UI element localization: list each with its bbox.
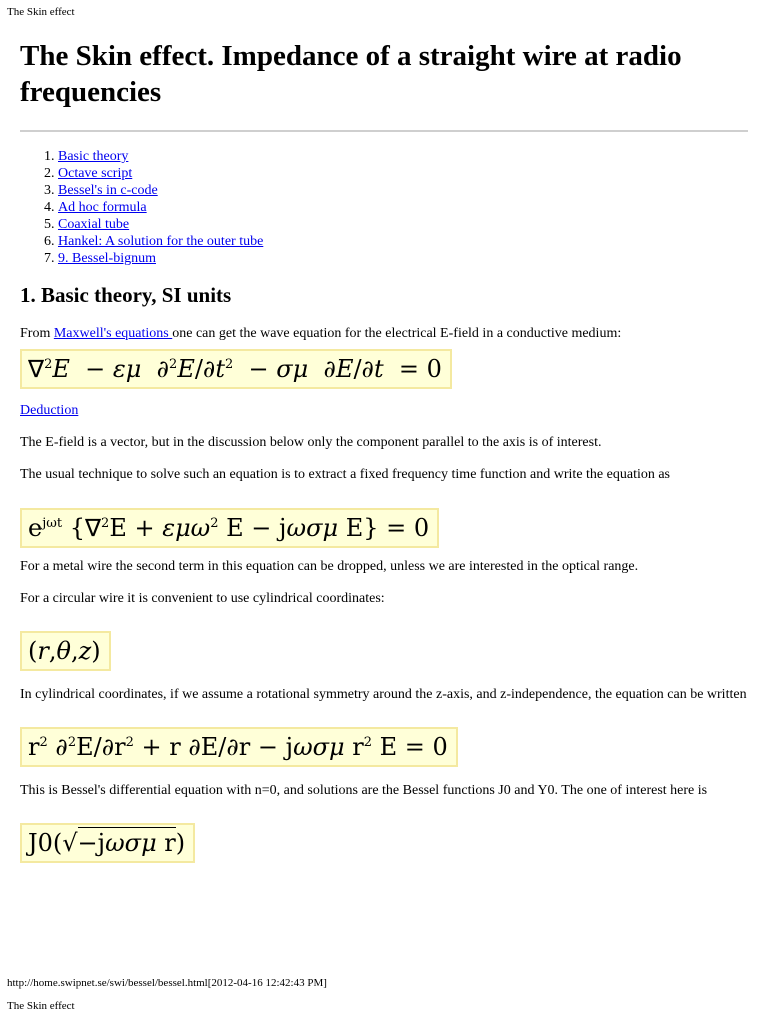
toc-item [58,233,748,250]
paragraph-maxwell [20,325,748,342]
toc-link-coaxial-tube[interactable]: Coaxial tube [58,217,130,232]
paragraph-bessel: This is Bessel's differential equation with n=0, and solutions are the Bessel functions J0 and Y0. The one of interest here is [20,783,708,798]
title-divider [20,130,748,132]
toc-item [58,216,748,233]
toc-link-basic-theory[interactable]: Basic theory [58,149,129,164]
maxwell-equations-link[interactable]: Maxwell's equations [53,326,173,341]
equation-coords-container [20,631,748,671]
toc-link-bessel-c-code[interactable]: Bessel's in c-code [58,183,158,198]
deduction-link[interactable]: Deduction [20,403,79,418]
toc-item [58,148,748,165]
page-footer-title: The Skin effect [7,1000,75,1012]
equation-frequency-container [20,508,748,548]
table-of-contents [20,148,748,267]
equation-bessel-container [20,727,748,767]
paragraph-circular: For a circular wire it is convenient to use cylindrical coordinates: [20,591,385,606]
toc-item [58,182,748,199]
toc-link-hankel[interactable]: Hankel: A solution for the outer tube [58,234,264,249]
paragraph-technique: The usual technique to solve such an equation is to extract a fixed frequency time function and write the equation as [20,467,671,482]
toc-link-ad-hoc-formula[interactable]: Ad hoc formula [58,200,147,215]
intro-text: From [20,326,54,341]
paragraph-cylindrical: In cylindrical coordinates, if we assume a rotational symmetry around the z-axis, and z-independence, the equation can be written [20,687,747,702]
page-title: The Skin effect. Impedance of a straight wire at radio frequencies [20,40,682,108]
equation-wave-container [20,349,748,389]
paragraph-vector: The E-field is a vector, but in the discussion below only the component parallel to the axis is of interest. [20,435,602,450]
page-header-title: The Skin effect [7,6,75,18]
toc-item [58,199,748,216]
paragraph-metal: For a metal wire the second term in this equation can be dropped, unless we are interested in the optical range. [20,559,639,574]
equation-frequency: $e^{j\omega t}$ {∇$^2$E + εμω$^2$ E − jωσμ E} = 0 [20,508,439,548]
equation-bessel: $r^2$ $\partial^2E/\partial r^2 + r$ ∂E/∂r − jωσμ $r^2$ E = 0 [20,727,458,767]
equation-coordinates: (r,θ,z) [20,631,111,671]
equation-solution-container [20,823,748,863]
paragraph-deduction [20,402,748,419]
toc-link-bessel-bignum[interactable]: 9. Bessel-bignum [58,251,156,266]
equation-solution: J0(√−jωσμ r) [20,823,195,863]
main-content [20,38,748,863]
section-heading-basic-theory: 1. Basic theory, SI units [20,283,232,307]
toc-item [58,165,748,182]
toc-item [58,250,748,267]
intro-text-rest: one can get the wave equation for the electrical E-field in a conductive medium: [172,326,622,341]
toc-link-octave-script[interactable]: Octave script [58,166,133,181]
equation-wave: ∇$^2$E − εμ $\partial^2E/\partial t^2 - \sigma\mu$ ∂E/∂t = 0 [20,349,452,389]
page-footer-url: http://home.swipnet.se/swi/bessel/bessel.html[2012-04-16 12:42:43 PM] [7,977,327,989]
